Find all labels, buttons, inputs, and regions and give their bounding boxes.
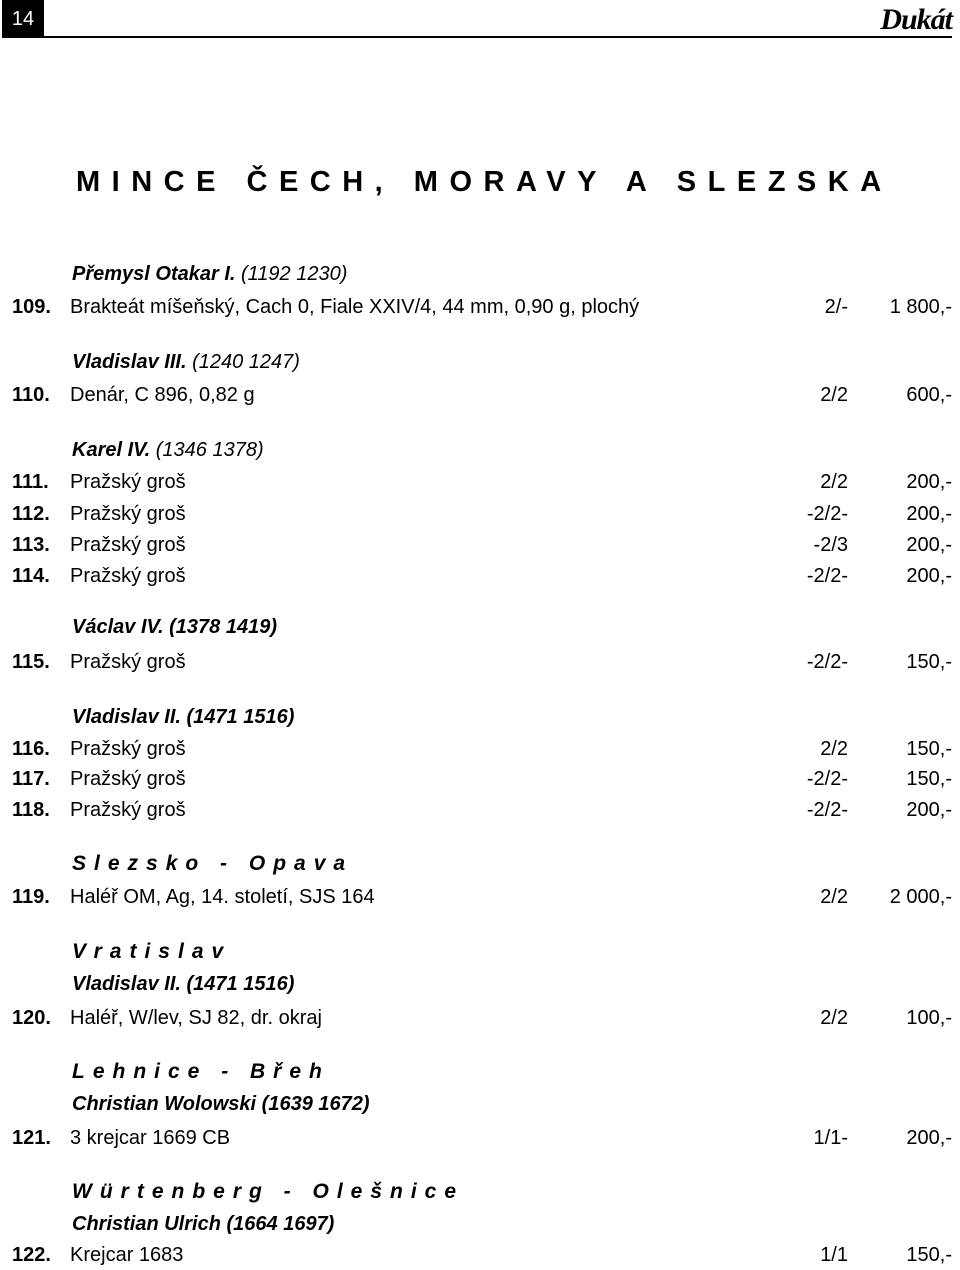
header-rule	[44, 36, 952, 38]
ruler-name: Karel IV.	[72, 439, 151, 461]
item-number: 115.	[12, 651, 50, 673]
catalog-row	[0, 1240, 960, 1270]
ruler-years: (1664 1697)	[226, 1213, 335, 1235]
catalog-row	[0, 530, 960, 560]
ruler-name: Václav IV.	[72, 616, 164, 638]
item-grade: 2/2	[820, 471, 848, 493]
item-grade: -2/2-	[806, 799, 848, 821]
item-price: 2 000,-	[889, 886, 952, 908]
item-number: 116.	[12, 738, 50, 760]
item-description: Pražský groš	[70, 503, 186, 525]
item-grade: -2/3	[813, 534, 848, 556]
ruler-heading	[72, 1209, 334, 1239]
ruler-years: (1346 1378)	[155, 439, 264, 461]
item-description: Pražský groš	[70, 768, 186, 790]
catalog-row	[0, 292, 960, 322]
item-price: 200,-	[906, 1127, 952, 1149]
ruler-name: Christian Ulrich	[72, 1213, 221, 1235]
item-grade: -2/2-	[806, 768, 848, 790]
ruler-heading	[72, 347, 300, 377]
item-number: 122.	[12, 1244, 51, 1266]
catalog-row	[0, 467, 960, 497]
brand-logo: Dukát	[880, 3, 952, 36]
item-grade: 1/1	[820, 1244, 848, 1266]
ruler-name: Vladislav III.	[72, 351, 187, 373]
item-grade: 2/-	[824, 296, 848, 318]
item-number: 109.	[12, 296, 51, 318]
item-price: 200,-	[906, 503, 952, 525]
ruler-name: Vladislav II.	[72, 973, 181, 995]
region-heading: Lehnice - Břeh	[72, 1060, 330, 1083]
catalog-row	[0, 882, 960, 912]
item-description: Pražský groš	[70, 471, 186, 493]
page-number: 14	[2, 0, 44, 38]
item-grade: 2/2	[820, 1007, 848, 1029]
item-number: 112.	[12, 503, 50, 525]
item-grade: -2/2-	[806, 503, 848, 525]
page-title: MINCE ČECH, MORAVY A SLEZSKA	[76, 166, 893, 198]
item-description: Pražský groš	[70, 534, 186, 556]
ruler-heading	[72, 1089, 370, 1119]
ruler-heading	[72, 612, 277, 642]
item-grade: -2/2-	[806, 651, 848, 673]
item-number: 114.	[12, 565, 50, 587]
item-price: 200,-	[906, 799, 952, 821]
item-price: 200,-	[906, 565, 952, 587]
ruler-heading	[72, 259, 347, 289]
item-number: 111.	[12, 471, 49, 493]
item-number: 113.	[12, 534, 50, 556]
item-description: Denár, C 896, 0,82 g	[70, 384, 255, 406]
ruler-years: (1240 1247)	[192, 351, 300, 373]
item-description: Krejcar 1683	[70, 1244, 184, 1266]
catalog-row	[0, 1003, 960, 1033]
item-description: Brakteát míšeňský, Cach 0, Fiale XXIV/4, 44 mm, 0,90 g, plochý	[70, 296, 640, 318]
catalog-row	[0, 1123, 960, 1153]
ruler-years: (1471 1516)	[186, 973, 295, 995]
ruler-years: (1192 1230)	[241, 263, 348, 285]
region-heading: Vratislav	[72, 940, 232, 963]
item-number: 119.	[12, 886, 50, 908]
ruler-heading	[72, 702, 294, 732]
item-price: 200,-	[906, 534, 952, 556]
catalog-row	[0, 499, 960, 529]
item-grade: 1/1-	[813, 1127, 848, 1149]
item-price: 200,-	[906, 471, 952, 493]
catalog-row	[0, 734, 960, 764]
item-number: 118.	[12, 799, 50, 821]
item-description: 3 krejcar 1669 CB	[70, 1127, 231, 1149]
region-heading: Würtenberg - Olešnice	[72, 1180, 465, 1203]
item-description: Haléř, W/lev, SJ 82, dr. okraj	[70, 1007, 322, 1029]
item-description: Pražský groš	[70, 565, 186, 587]
region-heading: Slezsko - Opava	[72, 852, 354, 875]
item-number: 120.	[12, 1007, 51, 1029]
item-description: Haléř OM, Ag, 14. století, SJS 164	[70, 886, 375, 908]
item-grade: 2/2	[820, 738, 848, 760]
item-price: 600,-	[906, 384, 952, 406]
item-price: 150,-	[906, 1244, 952, 1266]
ruler-years: (1639 1672)	[261, 1093, 370, 1115]
ruler-heading	[72, 969, 294, 999]
item-description: Pražský groš	[70, 799, 186, 821]
item-price: 150,-	[906, 738, 952, 760]
ruler-heading	[72, 435, 264, 465]
ruler-name: Christian Wolowski	[72, 1093, 257, 1115]
item-price: 150,-	[906, 651, 952, 673]
catalog-row	[0, 795, 960, 825]
item-description: Pražský groš	[70, 651, 186, 673]
item-number: 117.	[12, 768, 50, 790]
catalog-row	[0, 764, 960, 794]
ruler-years: (1471 1516)	[186, 706, 295, 728]
item-price: 100,-	[906, 1007, 952, 1029]
item-grade: 2/2	[820, 384, 848, 406]
ruler-name: Přemysl Otakar I.	[72, 263, 236, 285]
ruler-years: (1378 1419)	[169, 616, 277, 638]
item-grade: -2/2-	[806, 565, 848, 587]
item-number: 110.	[12, 384, 50, 406]
item-price: 1 800,-	[889, 296, 952, 318]
catalog-row	[0, 380, 960, 410]
item-price: 150,-	[906, 768, 952, 790]
item-grade: 2/2	[820, 886, 848, 908]
catalog-row	[0, 561, 960, 591]
catalog-row	[0, 647, 960, 677]
ruler-name: Vladislav II.	[72, 706, 181, 728]
item-description: Pražský groš	[70, 738, 186, 760]
item-number: 121.	[12, 1127, 51, 1149]
